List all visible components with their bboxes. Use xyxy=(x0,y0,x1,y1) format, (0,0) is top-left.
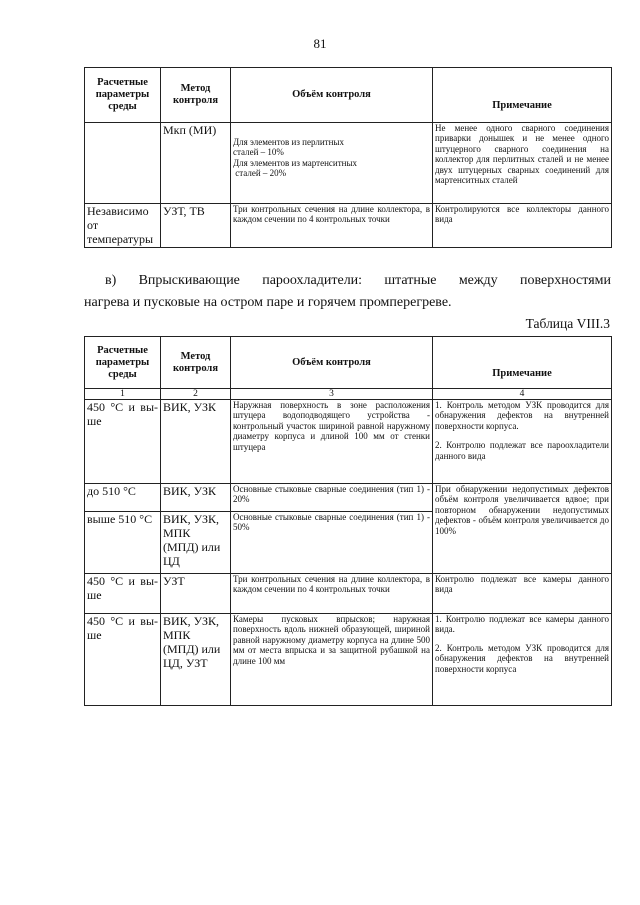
note-item: 2. Контроль методом УЗК проводится для обнаружения дефектов на внутренней поверхности корпуса xyxy=(435,642,609,674)
params-line: 450 °С и вы- xyxy=(87,574,158,588)
table-header-row xyxy=(85,68,612,123)
header-note: Примечание xyxy=(433,68,612,123)
cell-scope: Три контрольных сечения на длине коллектора, в каждом сечении по 4 контрольных точки xyxy=(231,574,433,614)
params-line: 450 °С и вы- xyxy=(87,400,158,414)
cell-method: ВИК, УЗК, МПК (МПД) или ЦД xyxy=(161,512,231,574)
header-params: Расчетные параметры среды xyxy=(85,68,161,123)
cell-note: При обнаружении недопустимых дефектов объём контроля увеличивается вдвое; при повторном обнаружении недопустимых дефектов - объём контроля увеличивается до 100% xyxy=(433,484,612,574)
table-label: Таблица VIII.3 xyxy=(525,316,610,331)
scope-line: сталей – 10% xyxy=(233,147,284,158)
scope-line: Для элементов из мартенситных xyxy=(233,157,358,168)
page-number: 81 xyxy=(313,36,327,51)
note-item: 1. Контроль методом УЗК проводится для обнаружения дефектов на внутренней поверхности корпуса. xyxy=(435,400,609,431)
table-viii-3 xyxy=(84,336,612,706)
params-line: ше xyxy=(87,588,102,602)
table-row xyxy=(85,123,612,204)
scope-line: Для элементов из перлитных xyxy=(233,137,344,147)
note-item: 1. Контролю подлежат все камеры данного вида. xyxy=(435,614,609,635)
cell-params xyxy=(85,614,161,706)
cell-scope: Камеры пусковых впрысков; наружная поверхность вдоль нижней образующей, шириной равной наружному диаметру корпуса на длине 500 мм от места впрыска и за защитной рубашкой на длине 100 мм xyxy=(231,614,433,706)
table-header-row xyxy=(85,337,612,389)
cell-note: Не менее одного сварного соединения приварки донышек и не менее одного штуцерного сварного соединения на коллектор для перлитных сталей и не менее двух штуцерных сварных соединений для мартенситных сталей xyxy=(433,123,612,204)
cell-params xyxy=(85,400,161,484)
cell-scope: Основные стыковые сварные соединения (тип 1) - 50% xyxy=(231,512,433,574)
table-row xyxy=(85,400,612,484)
cell-method: ВИК, УЗК xyxy=(161,400,231,484)
col-number: 1 xyxy=(85,389,161,400)
header-note: Примечание xyxy=(433,337,612,389)
cell-params xyxy=(85,123,161,204)
header-params: Расчетные параметры среды xyxy=(85,337,161,389)
header-scope: Объём контроля xyxy=(231,337,433,389)
cell-scope xyxy=(231,123,433,204)
section-paragraph xyxy=(84,270,611,314)
cell-params: выше 510 °С xyxy=(85,512,161,574)
col-number: 4 xyxy=(433,389,612,400)
params-line: ше xyxy=(87,628,102,642)
cell-scope: Три контрольных сечения на длине коллектора, в каждом сечении по 4 контрольных точки xyxy=(231,204,433,248)
table-continued xyxy=(84,67,612,248)
cell-method: Мкп (МИ) xyxy=(161,123,231,204)
paragraph-line-2: нагрева и пусковые на остром паре и горячем промперегреве. xyxy=(84,295,452,310)
table-row xyxy=(85,204,612,248)
cell-params: Независимо от температуры xyxy=(85,204,161,248)
column-number-row xyxy=(85,389,612,400)
cell-method: УЗТ xyxy=(161,574,231,614)
cell-note xyxy=(433,400,612,484)
header-method: Метод контроля xyxy=(161,337,231,389)
params-line: 450 °С и вы- xyxy=(87,614,158,628)
params-line: ше xyxy=(87,414,102,428)
col-number: 2 xyxy=(161,389,231,400)
header-method: Метод контроля xyxy=(161,68,231,123)
note-item: 2. Контролю подлежат все пароохладители данного вида xyxy=(435,440,609,461)
scope-line: сталей – 20% xyxy=(233,168,287,179)
cell-note: Контролю подлежат все камеры данного вида xyxy=(433,574,612,614)
col-number: 3 xyxy=(231,389,433,400)
cell-method: ВИК, УЗК, МПК (МПД) или ЦД, УЗТ xyxy=(161,614,231,706)
header-scope: Объём контроля xyxy=(231,68,433,123)
table-row xyxy=(85,614,612,706)
cell-params xyxy=(85,574,161,614)
cell-note: Контролируются все коллекторы данного вида xyxy=(433,204,612,248)
cell-scope: Наружная поверхность в зоне расположения штуцера водоподводящего устройства - контрольный участок шириной равной наружному диаметру корпуса и длиной 100 мм от стенки штуцера xyxy=(231,400,433,484)
paragraph-line-1: в) Впрыскивающие пароохладители: штатные между поверхностями xyxy=(105,273,611,288)
cell-params: до 510 °С xyxy=(85,484,161,512)
table-row xyxy=(85,484,612,512)
cell-method: ВИК, УЗК xyxy=(161,484,231,512)
table-row xyxy=(85,574,612,614)
cell-method: УЗТ, ТВ xyxy=(161,204,231,248)
cell-note xyxy=(433,614,612,706)
cell-scope: Основные стыковые сварные соединения (тип 1) - 20% xyxy=(231,484,433,512)
